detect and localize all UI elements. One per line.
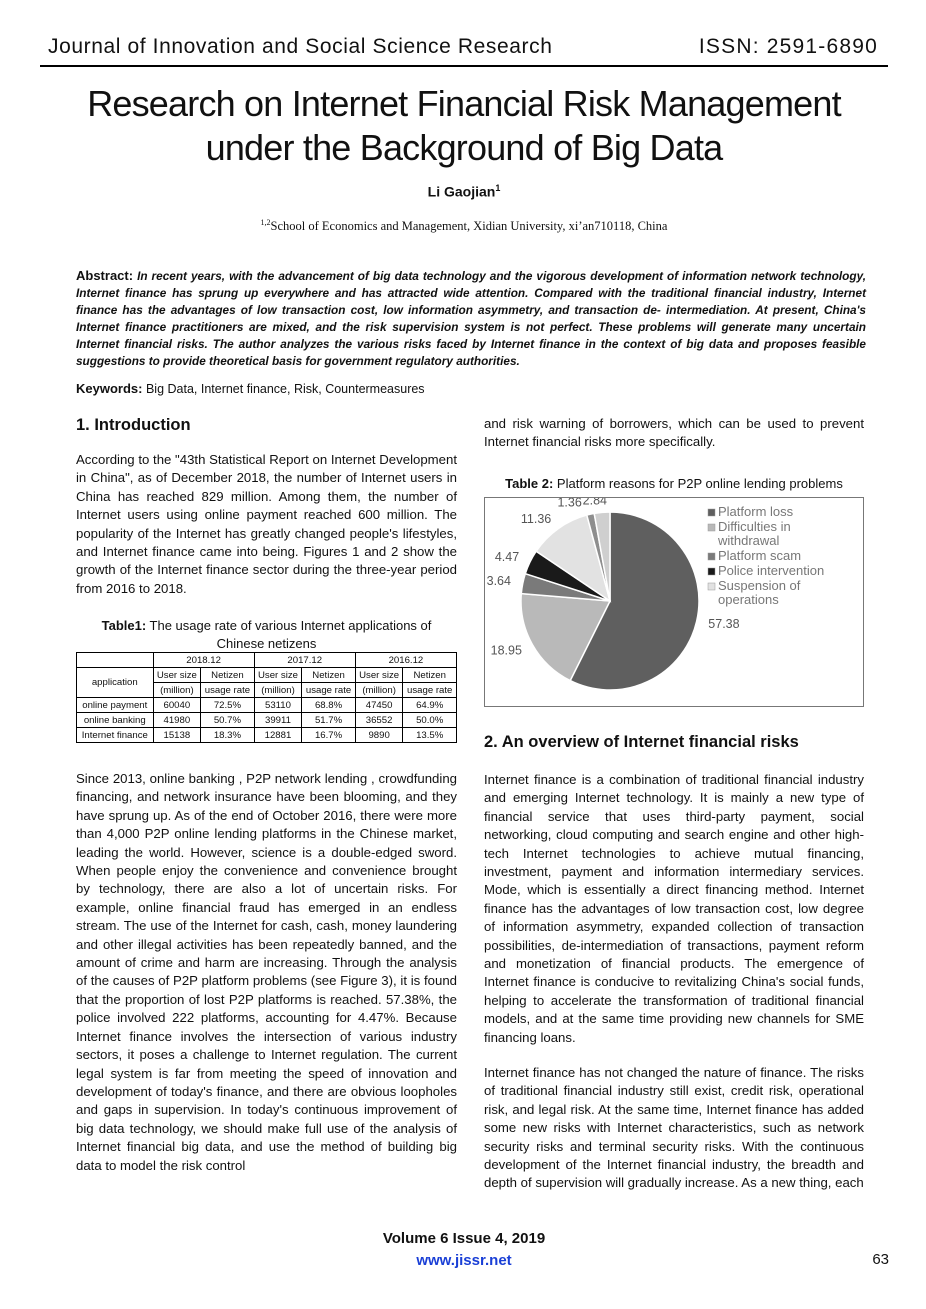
table1-cell: 60040 xyxy=(153,698,201,713)
table1-col-unit: (million) xyxy=(355,683,403,698)
pie-data-label: 2.84 xyxy=(582,498,608,508)
title-line-2: under the Background of Big Data xyxy=(205,127,723,168)
table-row xyxy=(77,698,457,713)
table1-cell: 47450 xyxy=(355,698,403,713)
author-sup: 1 xyxy=(495,183,501,193)
table1-col-netizen: Netizen xyxy=(302,668,356,683)
table1-col-netizen: Netizen xyxy=(403,668,457,683)
keywords-label: Keywords: xyxy=(76,381,143,396)
table1-cell: 13.5% xyxy=(403,728,457,743)
table1-col-sub: usage rate xyxy=(302,683,356,698)
legend-swatch xyxy=(708,568,715,575)
table1-row-header: application xyxy=(77,668,154,698)
table1-row-name: online payment xyxy=(77,698,154,713)
paper-title xyxy=(40,82,888,170)
pie-data-label: 4.47 xyxy=(494,549,520,564)
abstract-text: In recent years, with the advancement of big data technology and the vigorous development of information network technology, Internet finance has sprung up everywhere and has attracted wide attention. Compared with the traditional financial industry, Internet finance has the advantages of low transaction cost, low information asymmetry, and transaction de- intermediation. At present, China's Internet finance practitioners are mixed, and the risk supervision system is not perfect. These problems will generate many uncertain Internet financial risks. The author analyzes the various risks faced by Internet finance in the context of big data and proposes feasible suggestions to provide theoretical basis for government regulatory authorities. xyxy=(76,269,866,368)
table1-cell: 39911 xyxy=(254,713,302,728)
table1-caption-text: The usage rate of various Internet applications of Chinese netizens xyxy=(146,618,432,651)
legend-swatch xyxy=(708,524,715,531)
right-column-continuation: and risk warning of borrowers, which can be used to prevent Internet financial risks more specifically. xyxy=(484,416,864,450)
journal-name: Journal of Innovation and Social Science Research xyxy=(48,35,553,58)
author-name: Li Gaojian xyxy=(427,183,496,200)
table-1 xyxy=(76,652,457,743)
pie-data-label: 18.95 xyxy=(490,643,522,658)
table1-cell: 68.8% xyxy=(302,698,356,713)
affiliation xyxy=(40,218,888,234)
table1-cell: 12881 xyxy=(254,728,302,743)
page-number: 63 xyxy=(872,1251,889,1268)
table2-caption-label: Table 2: xyxy=(505,476,554,491)
title-line-1: Research on Internet Financial Risk Management xyxy=(87,83,841,124)
table1-col-unit: (million) xyxy=(254,683,302,698)
overview-paragraph-1: Internet finance is a combination of traditional financial industry and emerging Internet technology. It is mainly a new type of financial service that uses third-party payment, social networking, cloud computing and search engine and other high-tech Internet technologies to achieve mutual financing, investment, payment and information intermediary services. Mode, which is essentially a direct financing method. Internet finance has the advantages of low transaction cost, low degree of information asymmetry, expanded collection of transaction possibilities, de-intermediation of transactions, payment reform and monetization of financial products. The emergence of Internet finance is conducive to revitalizing China's social funds, helping to accelerate the transformation of traditional financial models, and at the same time providing new channels for SME financing loans. xyxy=(484,772,864,1045)
pie-chart-frame xyxy=(484,497,864,707)
legend-label: Platform scam xyxy=(718,548,802,563)
table1-cell: 36552 xyxy=(355,713,403,728)
legend-swatch xyxy=(708,553,715,560)
table1-cell: 64.9% xyxy=(403,698,457,713)
keywords-text: Big Data, Internet finance, Risk, Countermeasures xyxy=(145,382,425,396)
pie-data-label: 11.36 xyxy=(520,511,552,526)
footer-volume: Volume 6 Issue 4, 2019 xyxy=(382,1230,546,1247)
section-1-heading: 1. Introduction xyxy=(76,416,191,434)
table1-caption-label: Table1: xyxy=(101,618,147,633)
table1-cell: 16.7% xyxy=(302,728,356,743)
legend-swatch xyxy=(708,583,715,590)
legend-label: Platform loss xyxy=(718,504,794,519)
table1-cell: 53110 xyxy=(254,698,302,713)
section-2-heading: 2. An overview of Internet financial risks xyxy=(484,733,799,751)
table1-col-netizen: Netizen xyxy=(201,668,255,683)
table1-col-user-size: User size xyxy=(355,668,403,683)
legend-label: Police intervention xyxy=(718,563,825,578)
legend-label: Suspension of xyxy=(718,578,801,593)
table1-corner xyxy=(77,653,154,668)
table1-cell: 50.0% xyxy=(403,713,457,728)
pie-chart xyxy=(485,498,863,706)
legend-label: Difficulties in xyxy=(718,519,791,534)
abstract xyxy=(76,267,866,370)
table1-cell: 9890 xyxy=(355,728,403,743)
affiliation-sup: 1,2 xyxy=(260,218,271,227)
table-row xyxy=(77,728,457,743)
table1-caption xyxy=(76,617,457,653)
legend-swatch xyxy=(708,509,715,516)
table1-col-user-size: User size xyxy=(153,668,201,683)
table1-cell: 50.7% xyxy=(201,713,255,728)
journal-url-link[interactable]: www.jissr.net xyxy=(416,1252,512,1269)
overview-paragraph-2: Internet finance has not changed the nature of finance. The risks of traditional financial industry still exist, credit risk, operational risk, and legal risk. At the same time, Internet finance has added some new risks with Internet characteristics, such as network security risks and terminal security risks. With the continuous development of the Internet financial industry, the breadth and depth of supervision will gradually increase. As a new thing, each xyxy=(484,1065,864,1191)
table1-cell: 41980 xyxy=(153,713,201,728)
pie-data-label: 1.36 xyxy=(557,498,582,510)
table1-cell: 72.5% xyxy=(201,698,255,713)
table1-col-sub: usage rate xyxy=(201,683,255,698)
table1-row-name: online banking xyxy=(77,713,154,728)
table1-year-3: 2016.12 xyxy=(355,653,456,668)
table1-year-1: 2018.12 xyxy=(153,653,254,668)
table2-caption xyxy=(484,476,864,491)
intro-paragraph-1: According to the "43th Statistical Report on Internet Development in China", as of December 2018, the number of Internet users in China has reached 829 million. Among them, the number of Internet users using online payment reached 600 million. The popularity of the Internet has greatly changed people's lifestyles, and Internet finance came into being. Figures 1 and 2 show the growth of the Internet finance sector during the three-year period from 2016 to 2018. xyxy=(76,452,457,596)
table1-year-2: 2017.12 xyxy=(254,653,355,668)
table1-col-user-size: User size xyxy=(254,668,302,683)
table1-cell: 51.7% xyxy=(302,713,356,728)
header-rule xyxy=(40,65,888,67)
legend-label: operations xyxy=(718,592,779,607)
table2-caption-text: Platform reasons for P2P online lending problems xyxy=(553,476,843,491)
keywords xyxy=(76,381,866,396)
legend-label: withdrawal xyxy=(718,533,780,548)
affiliation-text: School of Economics and Management, Xidian University, xi’an710118, China xyxy=(270,219,668,234)
pie-data-label: 57.38 xyxy=(708,617,740,632)
table1-cell: 15138 xyxy=(153,728,201,743)
intro-paragraph-2: Since 2013, online banking , P2P network lending , crowdfunding financing, and network insurance have been blooming, and they have sprung up. As of the end of October 2016, there were more than 4,000 P2P online lending platforms in the Chinese market, leading the world. However, science is a double-edged sword. When people enjoy the convenience and convenience brought by technology, there are also a lot of uncertain risks. For example, online financial fraud has emerged in an endless stream. The use of the Internet for cash, cash, money laundering and other illegal activities has been repeatedly banned, and the amount of crime and harm are increasing. Through the analysis of the causes of P2P platform problems (see Figure 3), it is found that the proportion of lost P2P platforms is reached. 57.38%, the police involved 222 platforms, accounting for 4.47%. Because Internet finance involves the intersection of various industry sectors, it poses a challenge to Internet regulation. The current legal system is far from meeting the speed of innovation and development of today's finance, and there are obvious loopholes and gaps in supervision. In today's continuous improvement of big data technology, we should make full use of the analysis of Internet financial big data, and use the method of building big data to model the risk control xyxy=(76,771,457,1173)
table1-cell: 18.3% xyxy=(201,728,255,743)
table1-col-unit: (million) xyxy=(153,683,201,698)
table1-row-name: Internet finance xyxy=(77,728,154,743)
pie-data-label: 3.64 xyxy=(486,574,511,589)
issn: ISSN: 2591-6890 xyxy=(698,35,878,58)
author xyxy=(40,183,888,200)
table1-col-sub: usage rate xyxy=(403,683,457,698)
abstract-label: Abstract: xyxy=(76,268,134,283)
table-row xyxy=(77,713,457,728)
